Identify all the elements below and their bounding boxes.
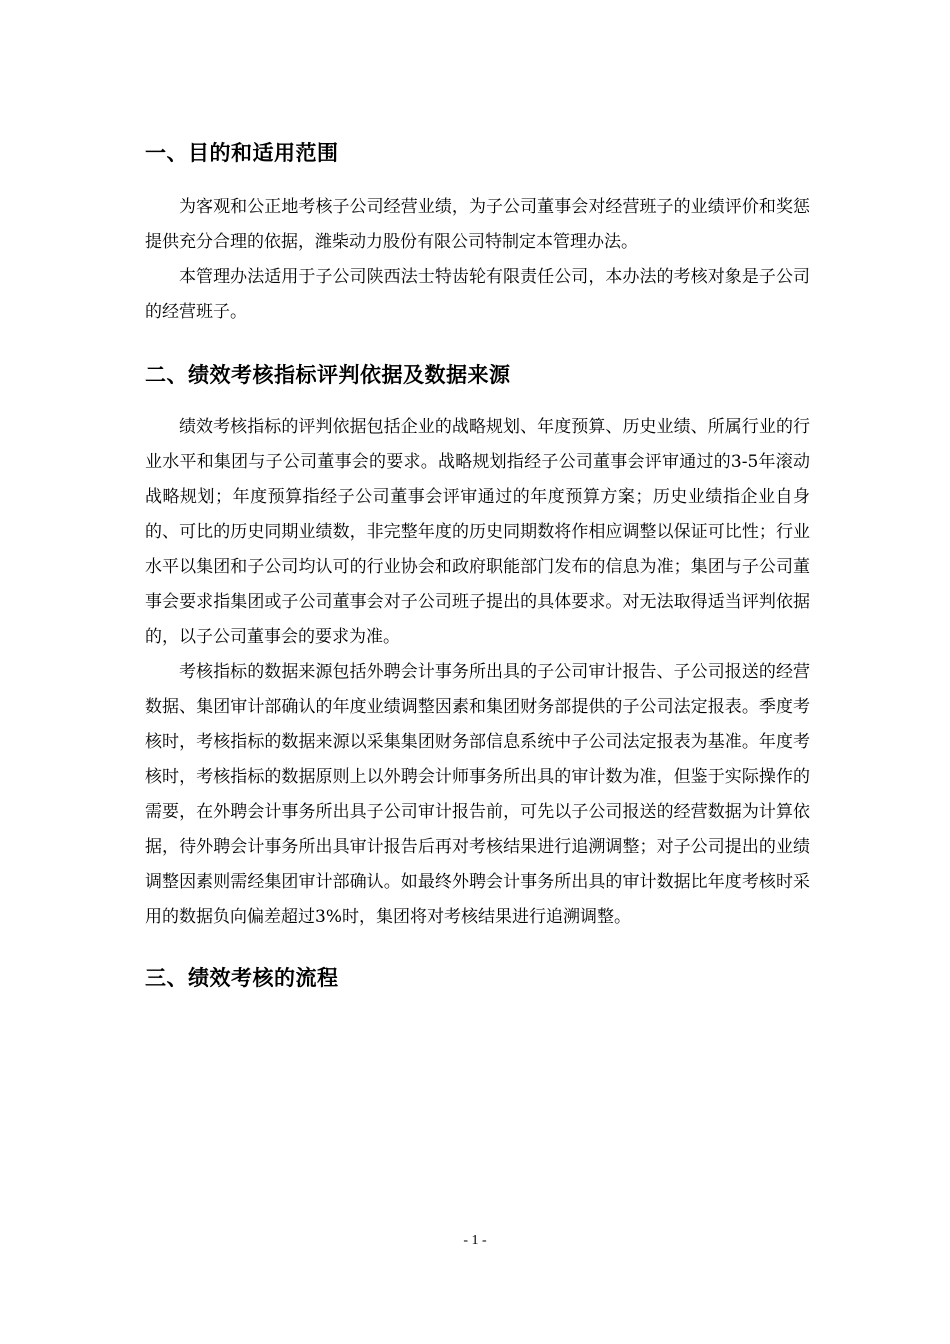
paragraph-data-sources: 考核指标的数据来源包括外聘会计事务所出具的子公司审计报告、子公司报送的经营数据、集团审计部确认的年度业绩调整因素和集团财务部提供的子公司法定报表。季度考核时，考核指标的数据来源以采集集团财务部信息系统中子公司法定报表为基准。年度考核时，考核指标的数据原则上以外聘会计师事务所出具的审计数为准，但鉴于实际操作的需要，在外聘会计事务所出具子公司审计报告前，可先以子公司报送的经营数据为计算依据，待外聘会计事务所出具审计报告后再对考核结果进行追溯调整；对子公司提出的业绩调整因素则需经集团审计部确认。如最终外聘会计事务所出具的审计数据比年度考核时采用的数据负向偏差超过3%时，集团将对考核结果进行追溯调整。 <box>145 662 810 927</box>
section-heading-process: 三、绩效考核的流程 <box>145 966 339 990</box>
paragraph-evaluation-basis: 绩效考核指标的评判依据包括企业的战略规划、年度预算、历史业绩、所属行业的行业水平和集团与子公司董事会的要求。战略规划指经子公司董事会评审通过的3-5年滚动战略规划；年度预算指经子公司董事会评审通过的年度预算方案；历史业绩指企业自身的、可比的历史同期业绩数，非完整年度的历史同期数将作相应调整以保证可比性；行业水平以集团和子公司均认可的行业协会和政府职能部门发布的信息为准；集团与子公司董事会要求指集团或子公司董事会对子公司班子提出的具体要求。对无法取得适当评判依据的，以子公司董事会的要求为准。 <box>145 417 810 647</box>
paragraph-purpose: 为客观和公正地考核子公司经营业绩，为子公司董事会对经营班子的业绩评价和奖惩提供充分合理的依据，潍柴动力股份有限公司特制定本管理办法。 <box>145 197 810 252</box>
page-number: - 1 - <box>463 1233 487 1248</box>
section-heading-evaluation-basis: 二、绩效考核指标评判依据及数据来源 <box>145 363 511 387</box>
paragraph-scope: 本管理办法适用于子公司陕西法士特齿轮有限责任公司，本办法的考核对象是子公司的经营班子。 <box>145 267 810 322</box>
section-heading-purpose-scope: 一、目的和适用范围 <box>145 141 339 165</box>
document-body <box>145 138 810 993</box>
